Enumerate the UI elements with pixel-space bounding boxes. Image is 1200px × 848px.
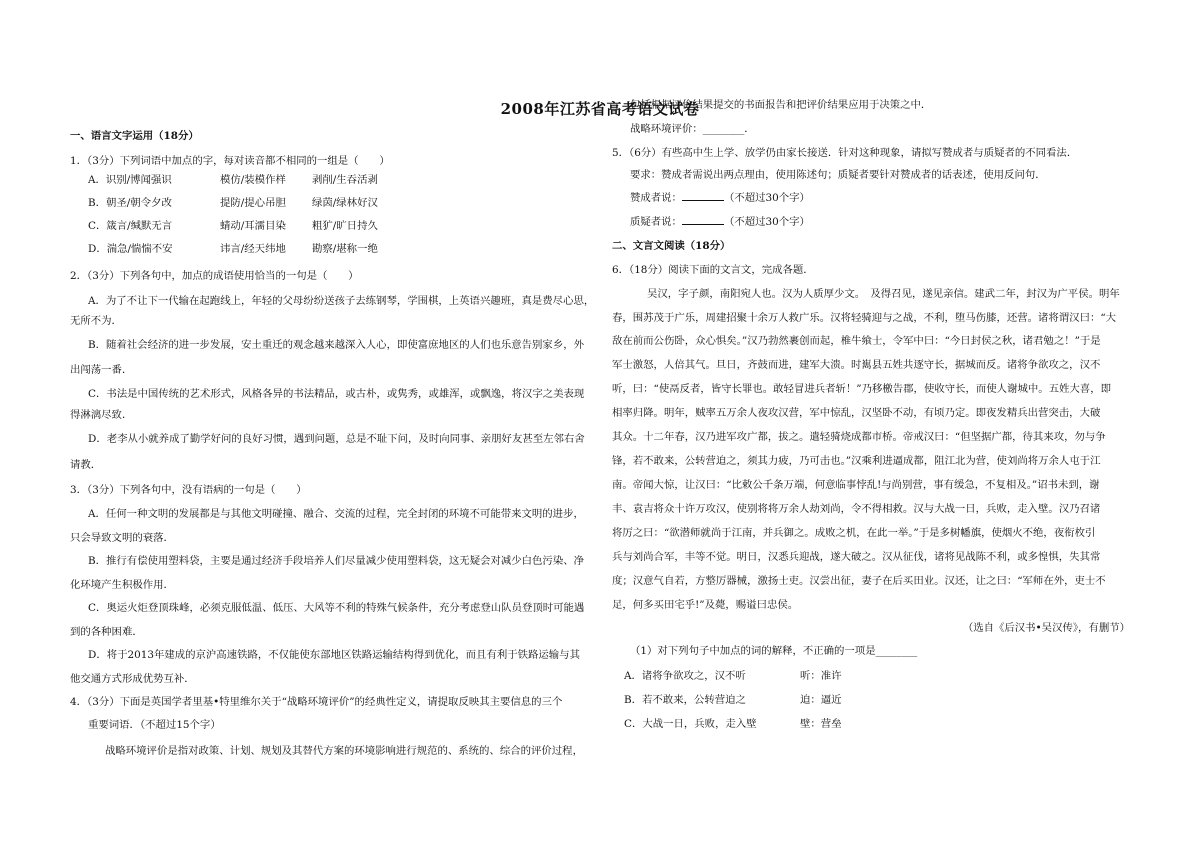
q6-option-a: A．诸将争欲攻之，汉不听 — [624, 670, 746, 682]
passage-line: 听，曰：“使鬲反者，皆守长罪也。敢轻冒进兵者斩！”乃移檄告郡，使收守长，而使人谢城中。五姓大喜，即 — [612, 383, 1111, 395]
q1-option-b-2: 提防/提心吊胆 — [220, 197, 286, 209]
q6-option-a-gloss: 听：准许 — [800, 670, 842, 682]
q6-option-b: B．若不敢来，公转营迫之 — [624, 694, 746, 706]
passage-line: 足，何多买田宅乎!”及薨，赐谥曰忠侯。 — [612, 599, 799, 611]
q4-passage: 战略环境评价是指对政策、计划、规划及其替代方案的环境影响进行规范的、系统的、综合的评价过程， — [105, 745, 583, 757]
q6-stem: 6．（18分）阅读下面的文言文，完成各题． — [612, 264, 814, 276]
q5-con-label: 质疑者说： — [630, 216, 682, 228]
q5-pro-limit: （不超过30个字） — [723, 192, 810, 204]
passage-line: 南。帝闻大惊，让汉曰：“比敕公千条万端，何意临事悖乱!与尚别营，事有缓急，不复相及。”诏书未到，谢 — [612, 479, 1100, 491]
q4-stem-cont: 重要词语．（不超过15个字） — [88, 719, 221, 731]
passage-line: 兵与刘尚合军，丰等不觉。明日，汉悉兵迎战，遂大破之。汉从征伐，诸将见战陈不利，或多惶惧，失其常 — [612, 551, 1101, 563]
q2-option-d-cont: 请教． — [70, 459, 102, 471]
passage-line: 军士激怒，人倍其气。旦日，齐鼓而进，建军大溃。时嶲县五姓共逐守长，据城而反。诸将争欲攻之，汉不 — [612, 359, 1101, 371]
q3-option-b-cont: 化环境产生积极作用． — [70, 579, 174, 591]
q4-passage-cont: 包括根据评价结果提交的书面报告和把评价结果应用于决策之中． — [630, 99, 932, 111]
q1-option-b-3: 绿茵/绿林好汉 — [312, 197, 378, 209]
page-title: 2008年江苏省高考语文试卷 — [500, 100, 700, 118]
passage-line: 度；汉意气自若，方整厉器械，激扬士吏。汉尝出征，妻子在后买田业。汉还，让之曰：“军师在外，吏士不 — [612, 575, 1106, 587]
q6-option-c: C．大战一日，兵败，走入壁 — [624, 718, 757, 730]
q1-option-b-1: B．朝圣/朝令夕改 — [88, 197, 172, 209]
q3-option-c-cont: 到的各种困难． — [70, 626, 143, 638]
q2-option-b: B．随着社会经济的进一步发展，安土重迁的观念越来越深入人心，即使富庶地区的人们也乐意告别家乡，外 — [88, 339, 584, 351]
q2-option-a: A．为了不让下一代输在起跑线上，年轻的父母纷纷送孩子去练钢琴，学围棋，上英语兴趣班，真是费尽心思， — [88, 295, 595, 307]
q1-option-a-3: 剥削/生吞活剥 — [312, 174, 378, 186]
q1-option-d-2: 讳言/经天纬地 — [220, 243, 286, 255]
q3-option-d-cont: 他交通方式形成优势互补． — [70, 673, 195, 685]
q1-option-c-1: C．箴言/缄默无言 — [88, 220, 173, 232]
q5-pro-answer — [612, 190, 810, 206]
q6-option-c-gloss: 壁：营垒 — [800, 718, 842, 730]
q3-option-a: A．任何一种文明的发展都是与其他文明碰撞、融合、交流的过程，完全封闭的环境不可能带来文明的进步， — [88, 508, 584, 520]
q4-stem: 4．（3分）下面是英国学者里基•特里维尔关于“战略环境评价”的经典性定义，请提取反映其主要信息的三个 — [70, 696, 563, 708]
q1-option-d-1: D．湍急/惴惴不安 — [88, 243, 173, 255]
q2-stem: 2．（3分）下列各句中，加点的成语使用恰当的一句是（ ） — [70, 270, 359, 282]
q2-option-b-cont: 出闯荡一番． — [70, 364, 133, 376]
q1-option-d-3: 勘察/堪称一绝 — [312, 243, 378, 255]
section-2-heading: 二、文言文阅读（18分） — [612, 240, 731, 252]
q5-con-answer — [612, 214, 810, 230]
q5-con-blank[interactable] — [682, 214, 724, 225]
q1-option-c-3: 粗犷/旷日持久 — [312, 220, 378, 232]
q5-con-limit: （不超过30个字） — [723, 216, 810, 228]
q6-sub1-stem: （1）对下列句子中加点的词的解释，不正确的一项是________ — [630, 645, 918, 657]
passage-line: 敌在前而公伤卧，众心惧矣。”汉乃勃然裹创而起，椎牛飨士，令军中曰：“今日封侯之秋，诸君勉之！”于是 — [612, 335, 1101, 347]
q1-option-a-1: A．识别/博闻强识 — [88, 174, 172, 186]
q3-option-b: B．推行有偿使用塑料袋，主要是通过经济手段培养人们尽量减少使用塑料袋，这无疑会对减少白色污染、净 — [88, 555, 584, 567]
q1-option-a-2: 模仿/装模作样 — [220, 174, 286, 186]
section-1-heading: 一、语言文字运用（18分） — [70, 130, 199, 142]
passage-line: 丰、袁吉将众十许万攻汉，使别将将万余人劫刘尚，令不得相救。汉与大战一日，兵败，走入壁。汉乃召诸 — [612, 503, 1101, 515]
q2-option-c: C．书法是中国传统的艺术形式，风格各异的书法精品，或古朴，或隽秀，或雄浑，或飘逸，将汉字之美表现 — [88, 388, 585, 400]
q2-option-c-cont: 得淋漓尽致． — [70, 409, 133, 421]
q3-option-a-cont: 只会导致文明的衰落． — [70, 532, 174, 544]
q5-pro-label: 赞成者说： — [630, 192, 682, 204]
q3-stem: 3．（3分）下列各句中，没有语病的一句是（ ） — [70, 484, 307, 496]
passage-line: 吴汉，字子颜，南阳宛人也。汉为人质厚少文。 及得召见，遂见亲信。建武二年，封汉为广平侯。明年 — [647, 288, 1120, 300]
q5-pro-blank[interactable] — [682, 190, 724, 201]
passage-line: 锋，若不敢来，公转营迫之，须其力疲，乃可击也。”汉乘利进逼成都，阻江北为营，使刘尚将万余人屯于江 — [612, 455, 1101, 467]
q6-option-b-gloss: 迫：逼近 — [800, 694, 842, 706]
passage-line: 其众。十二年春，汉乃进军攻广都，拔之。遣轻骑烧成都市桥。帝戒汉曰：“但坚据广都，待其来攻，勿与争 — [612, 431, 1106, 443]
q1-option-c-2: 蜻动/耳濡目染 — [220, 220, 286, 232]
q3-option-c: C．奥运火炬登顶珠峰，必须克服低温、低压、大风等不利的特殊气候条件，充分考虑登山队员登顶时可能遇 — [88, 602, 585, 614]
q5-requirement: 要求：赞成者需说出两点理由，使用陈述句；质疑者要针对赞成者的话表述，使用反问句． — [630, 169, 1046, 181]
q4-answer-line: 战略环境评价：________． — [630, 123, 755, 135]
q1-stem: 1．（3分）下列词语中加点的字，每对读音都不相同的一组是（ ） — [70, 155, 390, 167]
q2-option-d: D．老李从小就养成了勤学好问的良好习惯，遇到问题，总是不耻下问，及时向同事、亲朋好友甚至左邻右舍 — [88, 433, 585, 445]
passage-source: （选自《后汉书•吴汉传》，有删节） — [962, 622, 1130, 634]
passage-line: 将厉之曰：“欲潜师就尚于江南，并兵御之。成败之机，在此一举。”于是多树幡旗，使烟火不绝，夜衔枚引 — [612, 527, 1096, 539]
passage-line: 春，围苏茂于广乐，周建招聚十余万人救广乐。汉将轻骑迎与之战，不利，堕马伤膝，还营。诸将谓汉曰：“大 — [612, 312, 1117, 324]
q3-option-d: D．将于2013年建成的京沪高速铁路，不仅能使东部地区铁路运输结构得到优化，而且有利于铁路运输与其 — [88, 649, 580, 661]
q2-option-a-cont: 无所不为． — [70, 315, 122, 327]
q5-stem: 5．（6分）有些高中生上学、放学仍由家长接送．针对这种现象，请拟写赞成者与质疑者的不同看法． — [612, 147, 1078, 159]
passage-line: 相率归降。明年，贼率五万余人夜攻汉营，军中惊乱，汉坚卧不动，有顷乃定。即夜发精兵出营突击，大破 — [612, 407, 1101, 419]
